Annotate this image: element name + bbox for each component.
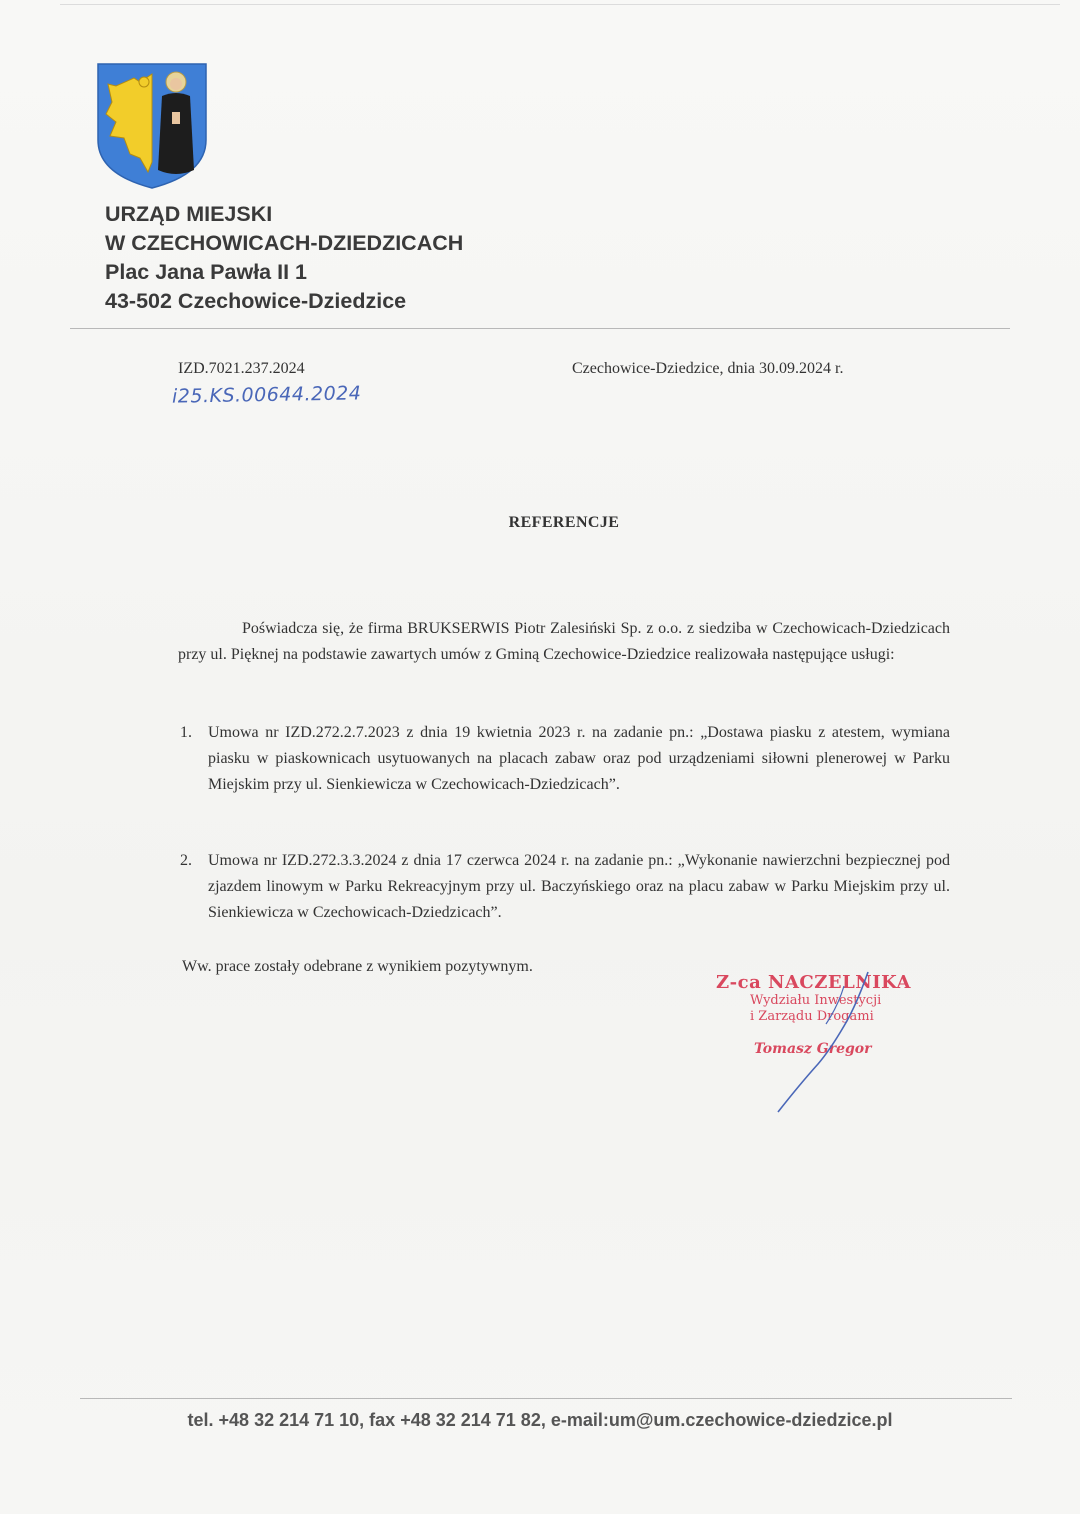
item-text: Umowa nr IZD.272.2.7.2023 z dnia 19 kwietnia 2023 r. na zadanie pn.: „Dostawa piasku z atestem, wymiana piasku w piaskownicach usytuowanych na placach zabaw oraz pod urządzeniami siłowni plenerowej w Parku Miejskim przy ul. Sienkiewicza w Czechowicach-Dziedzicach”. — [208, 724, 950, 793]
stamp-department-line2: i Zarządu Drogami — [750, 1009, 874, 1024]
office-street: Plac Jana Pawła II 1 — [105, 260, 307, 284]
stamp-title: Z-ca NACZELNIKA — [716, 972, 912, 993]
reference-number: IZD.7021.237.2024 — [178, 360, 305, 377]
stamp-signatory-name: Tomasz Gregor — [754, 1041, 872, 1057]
scan-edge — [60, 4, 1060, 5]
services-list-item-2 — [178, 848, 950, 926]
footer-divider — [80, 1398, 1012, 1399]
item-number: 2. — [180, 852, 192, 869]
list-item — [178, 848, 950, 926]
handwritten-registry-number: i25.KS.00644.2024 — [171, 382, 362, 408]
office-name-line1: URZĄD MIEJSKI — [105, 202, 273, 226]
header-divider — [70, 328, 1010, 329]
item-text: Umowa nr IZD.272.3.3.2024 z dnia 17 czerwca 2024 r. na zadanie pn.: „Wykonanie nawierzchni bezpiecznej pod zjazdem linowym w Parku Rekreacyjnym przy ul. Baczyńskiego oraz na placu zabaw w Parku Miejskim przy ul. Sienkiewicza w Czechowicach-Dziedzicach”. — [208, 852, 950, 921]
item-number: 1. — [180, 724, 192, 741]
intro-paragraph: Poświadcza się, że firma BRUKSERWIS Piotr Zalesiński Sp. z o.o. z siedziba w Czechowicach-Dziedzicach przy ul. Pięknej na podstawie zawartych umów z Gminą Czechowice-Dziedzice realizowała następujące usługi: — [178, 620, 950, 663]
office-name-line2: W CZECHOWICACH-DZIEDZICACH — [105, 231, 464, 255]
services-list-item-1 — [178, 720, 950, 798]
footer-contact: tel. +48 32 214 71 10, fax +48 32 214 71 82, e-mail:um@um.czechowice-dziedzice.pl — [187, 1410, 893, 1430]
office-postal: 43-502 Czechowice-Dziedzice — [105, 289, 407, 313]
stamp-department-line1: Wydziału Inwestycji — [750, 993, 882, 1008]
coat-of-arms-icon — [96, 62, 208, 190]
handwritten-signature — [760, 966, 880, 1116]
office-address — [105, 200, 463, 316]
closing-sentence: Ww. prace zostały odebrane z wynikiem pozytywnym. — [182, 958, 533, 975]
date-line: Czechowice-Dziedzice, dnia 30.09.2024 r. — [572, 360, 844, 377]
document-heading: REFERENCJE — [508, 514, 620, 531]
list-item — [178, 720, 950, 798]
